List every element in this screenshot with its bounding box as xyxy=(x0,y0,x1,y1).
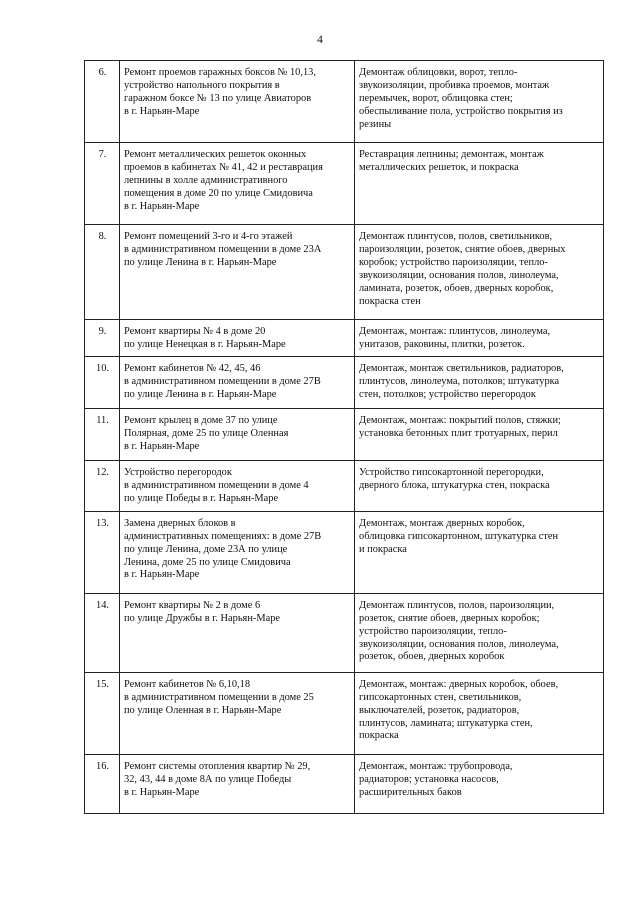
object-name: Устройство перегородок в административном помещении в доме 4 по улице Победы в г. Нарьян-Маре xyxy=(120,460,355,511)
works-table xyxy=(84,60,604,814)
row-number: 11. xyxy=(85,408,120,460)
work-description: Демонтаж, монтаж светильников, радиаторов, плинтусов, линолеума, потолков; штукатурка стен, потолков; устройство перегородок xyxy=(355,356,604,408)
object-name: Ремонт кабинетов № 42, 45, 46 в административном помещении в доме 27В по улице Ленина в г. Нарьян-Маре xyxy=(120,356,355,408)
row-number: 12. xyxy=(85,460,120,511)
row-number: 13. xyxy=(85,511,120,593)
table-row xyxy=(85,61,604,143)
row-number: 14. xyxy=(85,593,120,672)
object-name: Ремонт системы отопления квартир № 29, 32, 43, 44 в доме 8А по улице Победы в г. Нарьян-Маре xyxy=(120,754,355,813)
object-name: Ремонт помещений 3-го и 4-го этажей в административном помещении в доме 23А по улице Ленина в г. Нарьян-Маре xyxy=(120,225,355,320)
row-number: 6. xyxy=(85,61,120,143)
work-description: Демонтаж плинтусов, полов, светильников, пароизоляции, розеток, снятие обоев, дверных коробок; устройство пароизоляции, тепло- звукоизоляции, основания полов, линолеума, ламината, розеток, обоев, дверных коробок, покраска стен xyxy=(355,225,604,320)
table-row xyxy=(85,593,604,672)
work-description: Устройство гипсокартонной перегородки, дверного блока, штукатурка стен, покраска xyxy=(355,460,604,511)
table-row xyxy=(85,320,604,357)
object-name: Ремонт квартиры № 2 в доме 6 по улице Дружбы в г. Нарьян-Маре xyxy=(120,593,355,672)
work-description: Демонтаж, монтаж: дверных коробок, обоев, гипсокартонных стен, светильников, выключателей, розеток, радиаторов, плинтусов, ламината; штукатурка стен, покраска xyxy=(355,672,604,754)
work-description: Реставрация лепнины; демонтаж, монтаж металлических решеток, и покраска xyxy=(355,143,604,225)
work-description: Демонтаж, монтаж: покрытий полов, стяжки; установка бетонных плит тротуарных, перил xyxy=(355,408,604,460)
object-name: Ремонт крылец в доме 37 по улице Полярная, доме 25 по улице Оленная в г. Нарьян-Маре xyxy=(120,408,355,460)
table-row xyxy=(85,225,604,320)
work-description: Демонтаж облицовки, ворот, тепло- звукоизоляции, пробивка проемов, монтаж перемычек, ворот, облицовка стен; обеспыливание пола, устройство покрытия из резины xyxy=(355,61,604,143)
row-number: 9. xyxy=(85,320,120,357)
row-number: 16. xyxy=(85,754,120,813)
table-row xyxy=(85,672,604,754)
table-row xyxy=(85,460,604,511)
table-row xyxy=(85,356,604,408)
table-row xyxy=(85,408,604,460)
table-row xyxy=(85,754,604,813)
work-description: Демонтаж, монтаж: плинтусов, линолеума, унитазов, раковины, плитки, розеток. xyxy=(355,320,604,357)
object-name: Ремонт кабинетов № 6,10,18 в административном помещении в доме 25 по улице Оленная в г. Нарьян-Маре xyxy=(120,672,355,754)
table-row xyxy=(85,511,604,593)
row-number: 15. xyxy=(85,672,120,754)
row-number: 10. xyxy=(85,356,120,408)
object-name: Ремонт проемов гаражных боксов № 10,13, устройство напольного покрытия в гаражном боксе № 13 по улице Авиаторов в г. Нарьян-Маре xyxy=(120,61,355,143)
object-name: Ремонт квартиры № 4 в доме 20 по улице Ненецкая в г. Нарьян-Маре xyxy=(120,320,355,357)
row-number: 8. xyxy=(85,225,120,320)
work-description: Демонтаж плинтусов, полов, пароизоляции, розеток, снятие обоев, дверных коробок; устройство пароизоляции, тепло- звукоизоляции, основания полов, линолеума, розеток, обоев, дверных коробок xyxy=(355,593,604,672)
table-row xyxy=(85,143,604,225)
work-description: Демонтаж, монтаж: трубопровода, радиаторов; установка насосов, расширительных баков xyxy=(355,754,604,813)
object-name: Ремонт металлических решеток оконных проемов в кабинетах № 41, 42 и реставрация лепнины в холле административного помещения в доме 20 по улице Смидовича в г. Нарьян-Маре xyxy=(120,143,355,225)
object-name: Замена дверных блоков в административных помещениях: в доме 27В по улице Ленина, доме 23А по улице Ленина, доме 25 по улице Смидовича в г. Нарьян-Маре xyxy=(120,511,355,593)
row-number: 7. xyxy=(85,143,120,225)
page-number: 4 xyxy=(317,34,323,46)
work-description: Демонтаж, монтаж дверных коробок, облицовка гипсокартонном, штукатурка стен и покраска xyxy=(355,511,604,593)
